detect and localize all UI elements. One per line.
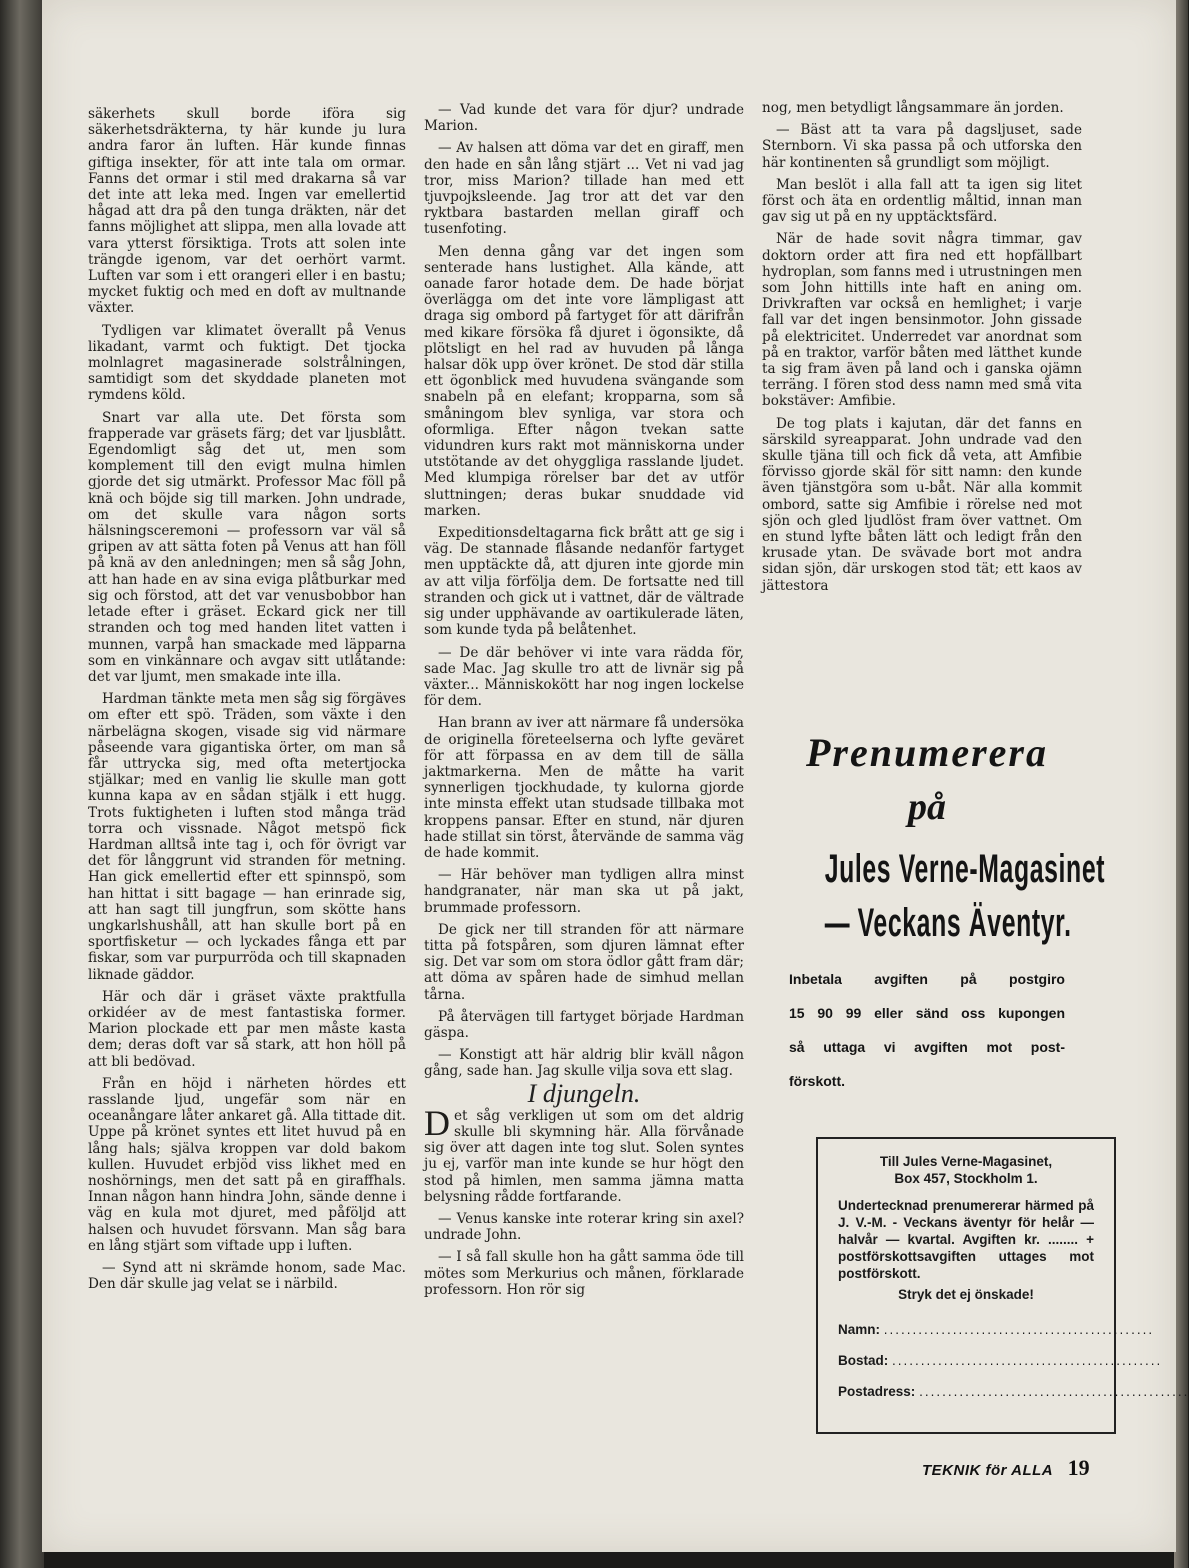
- paragraph: Men denna gång var det ingen som senterade hans lustighet. Alla kände, att oanade faror hotade dem. De hade börjat överlägga om det inte vore lämpligast att draga sig ombord på fartyget för att därifrån med kikare försöka få djuret i ögonsikte, då plötsligt en hel rad av huvuden på långa halsar dök upp över krönet. De stod där stilla ett ögonblick med huvudena svängande som snabeln på en elefant; kropparna, som så småningom blev synliga, var stora och oformliga. Efter någon tvekan satte vidundren kurs rakt mot människorna under utstötande av det ohyggliga rasslande ljudet. Med klumpiga rörelser bar det av utför sluttningen; deras bukar snuddade vid marken.: [424, 243, 744, 519]
- ad-line: så uttaga vi avgiften mot post-: [789, 1039, 1065, 1055]
- section-heading: I djungeln.: [527, 1078, 641, 1108]
- footer-magazine-name: TEKNIK för ALLA: [922, 1462, 1054, 1479]
- paragraph: Här och där i gräset växte praktfulla orkidéer av de mest fantastiska former. Marion plockade ett par men måste kasta dem; deras doft var så stark, att hon höll på att bli bedövad.: [88, 988, 406, 1070]
- name-dots: ...............................................: [883, 1322, 1155, 1337]
- coupon-address-line: Box 457, Stockholm 1.: [894, 1171, 1038, 1186]
- paragraph: Expeditionsdeltagarna fick brått att ge sig i väg. De stannade flåsande nedanför fartyget men upptäckte då, att djuren inte gjorde min av att vilja förfölja dem. De fortsatte ned till stranden och gick ut i vattnet, där de vältrade sig under upphävande av oartikulerade läten, som kunde tyda på belåtenhet.: [424, 525, 744, 639]
- paragraph: — Av halsen att döma var det en giraff, men den hade en sån lång stjärt ... Vet ni vad jag tror, miss Marion? tillade han med ett tjuvpojksleende. Jag tror att det var den ryktbara bastarden mellan giraff och tusenfoting.: [424, 140, 744, 238]
- paragraph: Från en höjd i närheten hördes ett rasslande ljud, ungefär som när en oceanångare låter ankaret gå. Alla tittade dit. Uppe på krönet syntes ett litet huvud på en lång hals; själva kroppen var dold bakom kullen. Huvudet erbjöd viss likhet med en noshörnings, men det satt på en giraffhals. Innan någon hann hindra John, sände denne i väg en kula mot djuret, med påföljd att halsen och huvudet försvann. Man såg bara en lång stjärt som viftade upp i luften.: [88, 1075, 406, 1254]
- paragraph: Tydligen var klimatet överallt på Venus likadant, varmt och fuktigt. Det tjocka molnlagret magasinerade solstrålningen, samtidigt som det skyddade planeten mot rymdens köld.: [88, 322, 406, 404]
- ad-line: Inbetala avgiften på postgiro: [789, 971, 1065, 987]
- text-column-1: [88, 106, 406, 1298]
- home-field[interactable]: [838, 1352, 1163, 1369]
- subscription-advertisement: [762, 730, 1106, 1098]
- home-label: Bostad:: [838, 1353, 889, 1368]
- ad-subtitle-pa: på: [908, 786, 946, 828]
- paragraph: De tog plats i kajutan, där det fanns en särskild syreapparat. John undrade vad den skulle tjäna till och fick då veta, att Amfibie förvisso gjorde skäl för sitt namn: den kunde även tjänstgöra som u-båt. När alla kommit ombord, satte sig Amfibie i rörelse ned mot sjön och gled ljudlöst fram över vattnet. Om en stund lyfte båten lätt och ledigt från den krusade ytan. De svävade bort mot andra sidan sjön, där urskogen stod tät; ett kaos av jättestora: [762, 415, 1082, 594]
- paragraph: Han brann av iver att närmare få undersöka de originella företeelserna och lyfte geväret för att förpassa en av dem till de sälla jaktmarkerna. Men de måtte ha varit synnerligen tjockhudade, ty kulorna gjorde inte minsta effekt utan studsade tillbaka mot kroppens pansar. Efter en stund, när djuren hade stillat sin törst, återvände de samma väg de hade kommit.: [424, 715, 744, 861]
- paragraph: Man beslöt i alla fall att ta igen sig litet först och äta en ordentlig måltid, innan man gav sig ut på en ny upptäcktsfärd.: [762, 176, 1082, 226]
- dropcap: D: [424, 1102, 450, 1143]
- paragraph: De gick ner till stranden för att närmare titta på fotspåren, som djuren lämnat efter sig. Det var som om stora ödlor gått fram där; att döma av spåren hade de simhud mellan tårna.: [424, 921, 744, 1003]
- coupon-body: Undertecknad prenumererar härmed på J. V.-M. - Veckans äventyr för helår — halvår — kvartal. Avgiften kr. ........ + postförskottsavgiften uttages mot postförskott.: [838, 1198, 1094, 1281]
- post-address-label: Postadress:: [838, 1384, 916, 1399]
- paragraph: säkerhets skull borde iföra sig säkerhetsdräkterna, ty här kunde ju lura andra faror än luften. Här kunde finnas giftiga insekter, för att inte tala om ormar. Fanns det ormar i stil med drakarna så var det inte att leka med. Ingen var emellertid hågad att dra på den tunga dräkten, när det fanns möjlighet att slippa, men alla lovade att vara ytterst försiktiga. Trots att solen inte trängde igenom, var det oerhört varmt. Luften var som i ett orangeri eller i en bastu; mycket fuktig och med en doft av multnande växter.: [88, 106, 406, 317]
- paragraph: Hardman tänkte meta men såg sig förgäves om efter ett spö. Träden, som växte i den närbelägna skogen, visade sig vid närmare påseende vara gigantiska örter, om man så får uttrycka sig, med ofta metertjocka stjälkar; med en vanlig lie skulle man gott kunna kapa av en sådan stjälk i ett hugg. Trots fuktigheten i luften stod många träd torra och vissnade. Något metspö fick Hardman alltså inte tag i, och för övrigt var det för långgrunt vid stranden för metning. Han gick emellertid efter ett spinnspö, som han hittat i sitt bagage — han erinrade sig, att han sagt till jungfrun, som skötte hans ungkarlshushåll, att han skulle bort på en sportfisketur — och lyckades fånga ett par fiskar, som var purpurröda och till skapnaden liknade gäddor.: [88, 691, 406, 983]
- text-column-2: [424, 102, 744, 1304]
- coupon-address-line: Till Jules Verne-Magasinet,: [879, 1154, 1053, 1169]
- page-edge: [1174, 0, 1188, 1568]
- paragraph: Snart var alla ute. Det första som frapperade var gräsets färg; det var ljusblått. Egendomligt såg det ut, men som komplement till den evigt mulna himlen gjorde det sig utmärkt. Professor Mac föll på knä och böjde sig till marken. John undrade, om det skulle vara någon sorts hälsningsceremoni — professorn var väl så gripen av att sätta foten på Venus att han föll på knä av den anledningen; men så såg John, att han hade en av sina eviga plåtburkar med sig och förstod, att det var venusbobbor han letade efter i gräset. Eckard gick ner till stranden och tog med handen litet vatten i munnen, varpå han smackade med läpparna som en vinkännare och avgav sitt utlåtande: det var ljumt, men smakade inte illa.: [88, 409, 406, 685]
- ad-title: Prenumerera: [806, 730, 1048, 775]
- subscription-coupon: [816, 1137, 1189, 1434]
- magazine-page: [42, 0, 1189, 1552]
- ad-instructions: [789, 962, 1065, 1098]
- paragraph: — Bäst att ta vara på dagsljuset, sade Sternborn. Vi ska passa på och utforska den här kontinenten så grundligt som möjligt.: [762, 122, 1082, 171]
- coupon-instruction: Stryk det ej önskade!: [898, 1287, 1034, 1302]
- paragraph: På återvägen till fartyget började Hardman gäspa.: [424, 1008, 744, 1041]
- name-label: Namn:: [838, 1322, 881, 1337]
- binding-spine: [0, 0, 44, 1568]
- post-address-field[interactable]: [838, 1383, 1189, 1400]
- ad-magazine-subtitle: — Veckans Äventyr.: [824, 901, 1072, 945]
- paragraph: — Här behöver man tydligen allra minst handgranater, när man ska ut på jakt, brummade professorn.: [424, 867, 744, 916]
- home-dots: ...............................................: [892, 1353, 1163, 1368]
- paragraph: — Synd att ni skrämde honom, sade Mac. Den där skulle jag velat se i närbild.: [88, 1260, 406, 1293]
- paragraph: nog, men betydligt långsammare än jorden.: [762, 100, 1064, 116]
- text-column-3: [762, 100, 1082, 600]
- page-number: 19: [1067, 1455, 1090, 1480]
- post-address-dots: ...............................................: [919, 1384, 1189, 1399]
- paragraph: — Konstigt att här aldrig blir kväll någon gång, sade han. Jag skulle vilja sova ett slag.: [424, 1047, 744, 1080]
- paragraph: — Vad kunde det vara för djur? undrade Marion.: [424, 102, 744, 135]
- paragraph: — I så fall skulle hon ha gått samma öde till mötes som Merkurius och månen, förklarade professorn. Hon rör sig: [424, 1249, 744, 1298]
- paragraph-text: et såg verkligen ut som om det aldrig skulle bli skymning här. Alla förvånade sig över att dagen inte tog slut. Solen syntes ju ej, varför man inte kunde se hur högt den stod på himlen, men samma jämna matta belysning rådde fortfarande.: [424, 1107, 744, 1205]
- paragraph: När de hade sovit några timmar, gav doktorn order att fira ned ett hopfällbart hydroplan, som fanns med i utrustningen men som John hittills inte haft en aning om. Drivkraften var också en hemlighet; i varje fall var det ingen bensinmotor. John gissade på elektricitet. Underredet var anordnat som på en traktor, varför båten med lätthet kunde ta sig fram även på land och i ganska ojämn terräng. I fören stod dess namn med små vita bokstäver: Amfibie.: [762, 231, 1082, 410]
- paragraph-with-dropcap: [424, 1102, 744, 1205]
- coupon-address: [838, 1153, 1094, 1187]
- ad-magazine-name: Jules Verne-Magasinet: [824, 847, 1106, 891]
- ad-line: 15 90 99 eller sänd oss kupongen: [789, 1005, 1065, 1021]
- paragraph: — De där behöver vi inte vara rädda för, sade Mac. Jag skulle tro att de livnär sig på växter... Människokött har nog ingen lockelse för dem.: [424, 644, 744, 710]
- name-field[interactable]: [838, 1321, 1155, 1338]
- page-footer: [922, 1455, 1162, 1481]
- paragraph: — Venus kanske inte roterar kring sin axel? undrade John.: [424, 1211, 744, 1244]
- ad-line: förskott.: [789, 1073, 845, 1089]
